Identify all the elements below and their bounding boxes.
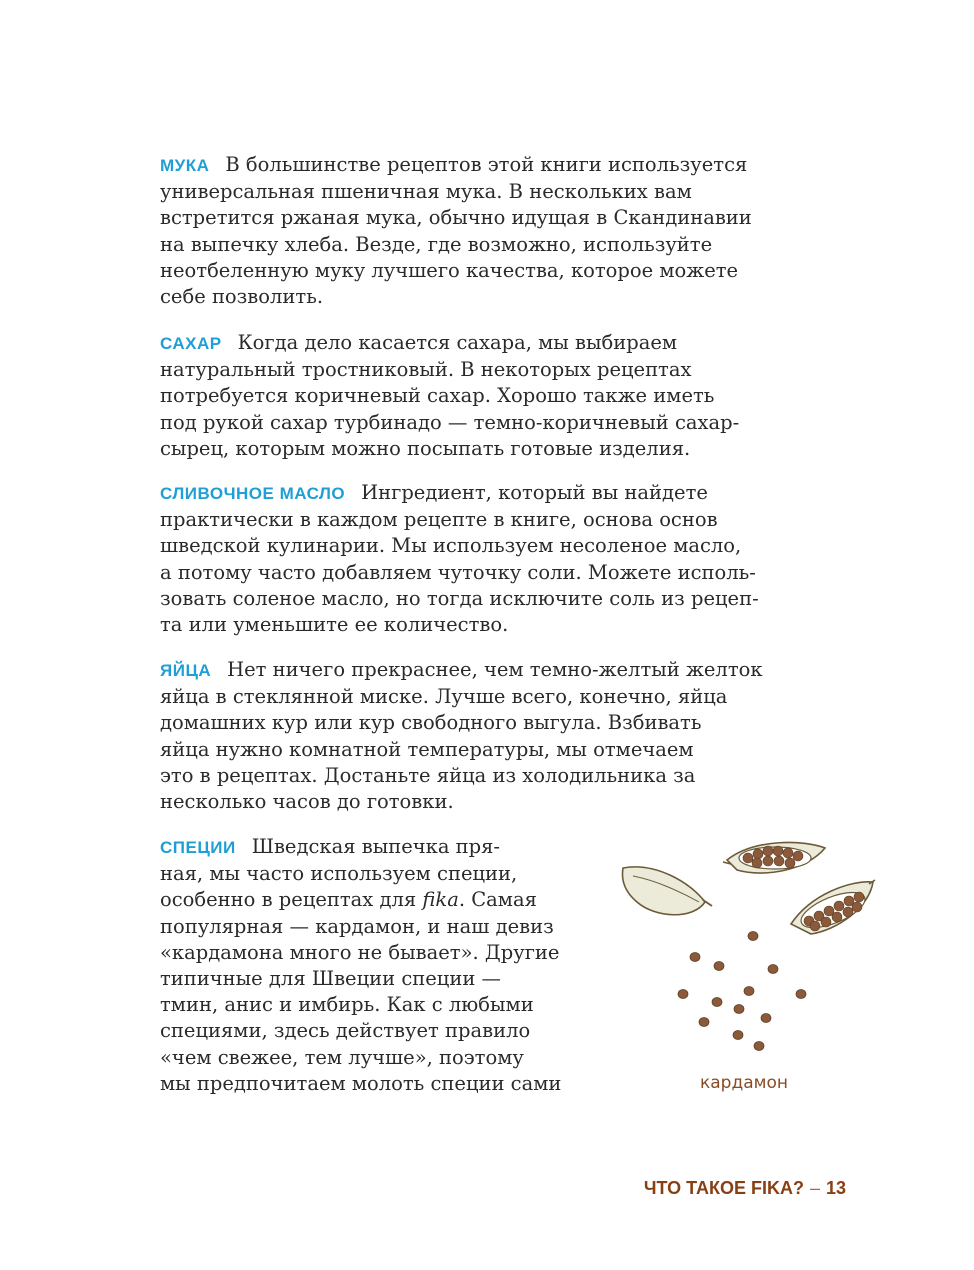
- section-butter: [160, 480, 759, 638]
- section-spices: [160, 834, 561, 1097]
- section-heading: СПЕЦИИ: [160, 838, 236, 857]
- paragraph-line: «кардамона много не бывает». Другие: [160, 940, 560, 964]
- section-eggs: [160, 657, 763, 815]
- paragraph-line: мы предпочитаем молоть специи сами: [160, 1071, 562, 1095]
- paragraph-line: «чем свежее, тем лучше», поэтому: [160, 1045, 524, 1069]
- section-sugar: [160, 330, 739, 462]
- paragraph-line: натуральный тростниковый. В некоторых рецептах: [160, 358, 692, 382]
- paragraph-line: шведской кулинарии. Мы используем несоленое масло,: [160, 534, 742, 558]
- closed-pod-icon: [623, 867, 712, 915]
- paragraph-line: Нет ничего прекраснее, чем темно-желтый желток: [227, 658, 763, 681]
- paragraph-line: неотбеленную муку лучшего качества, которое можете: [160, 258, 739, 282]
- cardamom-illustration: [615, 836, 885, 1106]
- paragraph-line: домашних кур или кур свободного выгула. Взбивать: [160, 711, 702, 735]
- paragraph-line: встретится ржаная мука, обычно идущая в Скандинавии: [160, 206, 752, 230]
- paragraph-line: сырец, которым можно посыпать готовые изделия.: [160, 436, 691, 460]
- section-heading: СЛИВОЧНОЕ МАСЛО: [160, 484, 346, 503]
- paragraph-line: это в рецептах. Достаньте яйца из холодильника за: [160, 763, 696, 787]
- open-pod-icon: [723, 842, 825, 873]
- section-heading: САХАР: [160, 334, 222, 353]
- paragraph-line: В большинстве рецептов этой книги используется: [225, 153, 748, 176]
- paragraph-line: популярная — кардамон, и наш девиз: [160, 914, 554, 938]
- paragraph-line: несколько часов до готовки.: [160, 790, 454, 814]
- section-heading: МУКА: [160, 156, 210, 175]
- open-pod-icon: [791, 880, 875, 935]
- paragraph-line: а потому часто добавляем чуточку соли. Можете исполь-: [160, 560, 756, 584]
- page-footer: [644, 1178, 846, 1199]
- paragraph-line: Ингредиент, который вы найдете: [361, 481, 708, 504]
- illustration-caption: кардамон: [700, 1073, 788, 1093]
- paragraph-line: яйца нужно комнатной температуры, мы отмечаем: [160, 737, 694, 761]
- footer-separator: –: [809, 1178, 820, 1198]
- seeds-icon: [678, 932, 806, 1051]
- paragraph-line: под рукой сахар турбинадо — темно-коричневый сахар-: [160, 410, 740, 434]
- paragraph-line: тмин, анис и имбирь. Как с любыми: [160, 993, 534, 1017]
- paragraph-line: особенно в рецептах для: [160, 888, 417, 912]
- paragraph-line: потребуется коричневый сахар. Хорошо также иметь: [160, 384, 715, 408]
- paragraph-line: типичные для Швеции специи —: [160, 967, 502, 991]
- paragraph-line: практически в каждом рецепте в книге, основа основ: [160, 508, 718, 532]
- section-flour: [160, 152, 752, 310]
- running-title: ЧТО ТАКОЕ FIKA?: [643, 1178, 804, 1198]
- paragraph-line: Шведская выпечка пря-: [251, 835, 501, 858]
- italic-term: fika: [422, 888, 459, 912]
- paragraph-line: зовать соленое масло, но тогда исключите соль из рецеп-: [160, 586, 759, 610]
- paragraph-line: та или уменьшите ее количество.: [160, 613, 509, 637]
- section-heading: ЯЙЦА: [160, 661, 212, 680]
- page-number: 13: [825, 1178, 846, 1198]
- paragraph-line: себе позволить.: [160, 285, 324, 309]
- paragraph-line: ная, мы часто используем специи,: [160, 862, 518, 886]
- paragraph-line: универсальная пшеничная мука. В нескольких вам: [160, 180, 692, 204]
- paragraph-line: . Самая: [458, 888, 537, 912]
- paragraph-line: Когда дело касается сахара, мы выбираем: [237, 331, 678, 354]
- paragraph-line: на выпечку хлеба. Везде, где возможно, используйте: [160, 232, 713, 256]
- paragraph-line: специями, здесь действует правило: [160, 1019, 531, 1043]
- paragraph-line: яйца в стеклянной миске. Лучше всего, конечно, яйца: [160, 685, 728, 709]
